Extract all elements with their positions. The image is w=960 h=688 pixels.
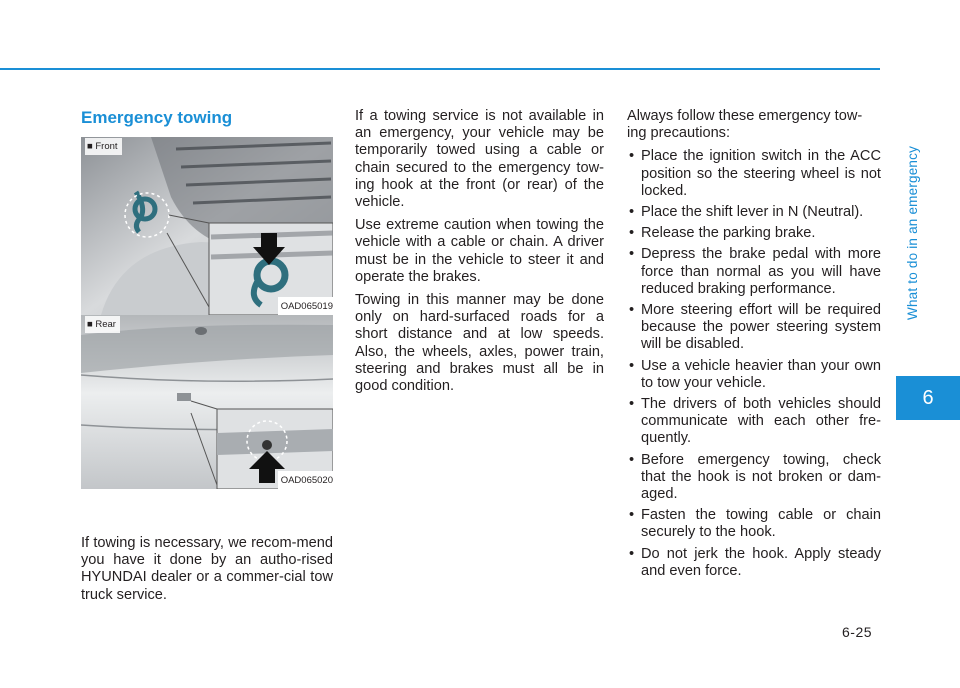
figure-front bbox=[81, 137, 333, 315]
list-item: • More steering effort will be required because the power steering system will be disabled. bbox=[627, 302, 881, 354]
chapter-tab: 6 bbox=[896, 376, 960, 420]
paragraph-road-conditions: Towing in this manner may be done only on hard-surfaced roads for a short distance and at low speeds. Also, the wheels, axles, power train, steering and brakes must all be in good condition. bbox=[355, 292, 604, 395]
page-number: 6-25 bbox=[842, 624, 873, 640]
list-item: • Release the parking brake. bbox=[627, 225, 881, 242]
column-right bbox=[627, 108, 881, 584]
figure-rear-label: ■ Rear bbox=[85, 316, 120, 333]
list-item: • Do not jerk the hook. Apply steady and even force. bbox=[627, 546, 881, 580]
front-bumper-illustration bbox=[81, 137, 333, 315]
figure-rear bbox=[81, 315, 333, 489]
list-item: • Place the ignition switch in the ACC position so the steering wheel is not locked. bbox=[627, 148, 881, 200]
rear-bumper-illustration bbox=[81, 315, 333, 489]
list-item: • Before emergency towing, check that the hook is not broken or dam-aged. bbox=[627, 452, 881, 504]
list-item: • Use a vehicle heavier than your own to tow your vehicle. bbox=[627, 358, 881, 392]
section-heading: Emergency towing bbox=[81, 108, 233, 127]
precautions-list bbox=[627, 148, 881, 580]
precautions-intro: Always follow these emergency tow-ing precautions: bbox=[627, 108, 863, 142]
figure-front-code: OAD065019 bbox=[278, 297, 333, 315]
list-item: • Place the shift lever in N (Neutral). bbox=[627, 204, 881, 221]
column-middle bbox=[355, 108, 604, 401]
list-item: • Fasten the towing cable or chain securely to the hook. bbox=[627, 507, 881, 541]
figure-rear-code: OAD065020 bbox=[278, 471, 333, 489]
figure-front-label: ■ Front bbox=[85, 138, 122, 155]
intro-paragraph: If towing is necessary, we recom-mend you have it done by an autho-rised HYUNDAI dealer or a commer-cial tow truck service. bbox=[81, 535, 333, 603]
column-left bbox=[81, 108, 333, 610]
paragraph-caution: Use extreme caution when towing the vehicle with a cable or chain. A driver must be in the vehicle to steer it and operate the brakes. bbox=[355, 217, 604, 285]
chapter-side-title: What to do in an emergency bbox=[905, 145, 920, 320]
paragraph-tow-alternative: If a towing service is not available in an emergency, your vehicle may be temporarily towed using a cable or chain secured to the emergency tow-ing hook at the front (or rear) of the vehicle. bbox=[355, 108, 604, 211]
list-item: • Depress the brake pedal with more force than normal as you will have reduced braking performance. bbox=[627, 246, 881, 298]
list-item: • The drivers of both vehicles should communicate with each other fre-quently. bbox=[627, 396, 881, 448]
header-rule bbox=[0, 68, 880, 70]
